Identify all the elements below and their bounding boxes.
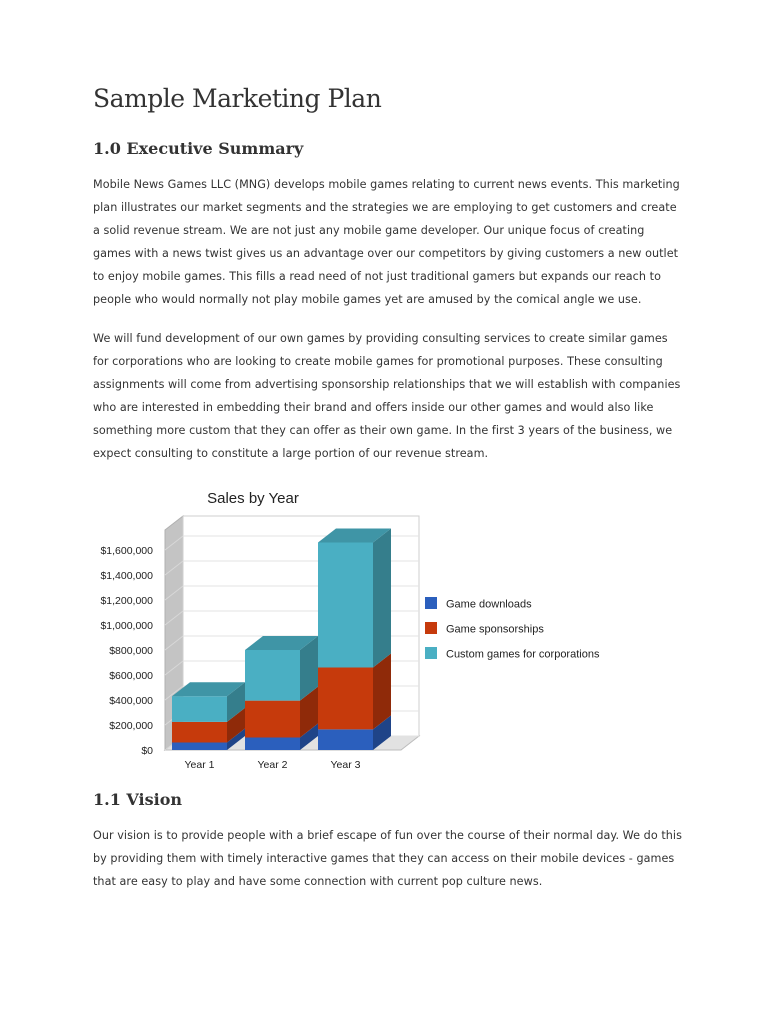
vision-paragraph: Our vision is to provide people with a brief escape of fun over the course of their normal day. We do this by providing them with timely interactive games that they can access on their mobile devices - games that are easy to play and have some connection with current pop culture news. (93, 829, 682, 888)
chart-title: Sales by Year (207, 490, 299, 507)
y-tick-label: $1,000,000 (100, 620, 153, 632)
x-tick-label: Year 2 (257, 759, 288, 771)
bar-1-1 (245, 701, 300, 738)
y-tick-label: $600,000 (109, 670, 153, 682)
legend-label: Game downloads (446, 598, 532, 611)
legend-swatch (425, 622, 437, 634)
legend-label: Custom games for corporations (446, 648, 600, 661)
y-tick-label: $1,200,000 (100, 595, 153, 607)
chart-svg (93, 482, 633, 782)
bar-2-2 (318, 543, 373, 668)
x-tick-label: Year 3 (330, 759, 361, 771)
bar-0-0 (172, 743, 227, 751)
bar-1-0 (245, 738, 300, 751)
bar-side-2-2 (373, 529, 391, 668)
sales-by-year-chart (93, 482, 633, 782)
bar-0-1 (172, 722, 227, 743)
bar-2-0 (318, 729, 373, 750)
legend-swatch (425, 597, 437, 609)
y-tick-label: $800,000 (109, 645, 153, 657)
y-tick-label: $400,000 (109, 695, 153, 707)
executive-summary-paragraph-2: We will fund development of our own games by providing consulting services to create similar games for corporations who are looking to create mobile games for promotional purposes. These consulting assignments will come from advertising sponsorship relationships that we will establish with companies who are interested in embedding their brand and offers inside our other games and would also like something more custom that they can offer as their own game. In the first 3 years of the business, we expect consulting to constitute a large portion of our revenue stream. (93, 332, 681, 460)
legend-swatch (425, 647, 437, 659)
y-tick-label: $1,400,000 (100, 570, 153, 582)
section-heading-vision: 1.1 Vision (93, 790, 183, 809)
bar-0-2 (172, 696, 227, 722)
y-tick-label: $200,000 (109, 720, 153, 732)
document-title: Sample Marketing Plan (93, 84, 382, 113)
y-tick-label: $0 (141, 745, 153, 757)
executive-summary-paragraph-1: Mobile News Games LLC (MNG) develops mobile games relating to current news events. This marketing plan illustrates our market segments and the strategies we are employing to get customers and create a solid revenue stream. We are not just any mobile game developer. Our unique focus of creating games with a news twist gives us an advantage over our competitors by giving customers a new outlet to enjoy mobile games. This fills a read need of not just traditional gamers but expands our reach to people who would normally not play mobile games yet are amused by the comical angle we use. (93, 178, 680, 306)
y-tick-label: $1,600,000 (100, 545, 153, 557)
x-tick-label: Year 1 (184, 759, 215, 771)
bar-2-1 (318, 668, 373, 730)
section-heading-executive-summary: 1.0 Executive Summary (93, 139, 304, 158)
legend-label: Game sponsorships (446, 623, 544, 636)
bar-1-2 (245, 650, 300, 701)
